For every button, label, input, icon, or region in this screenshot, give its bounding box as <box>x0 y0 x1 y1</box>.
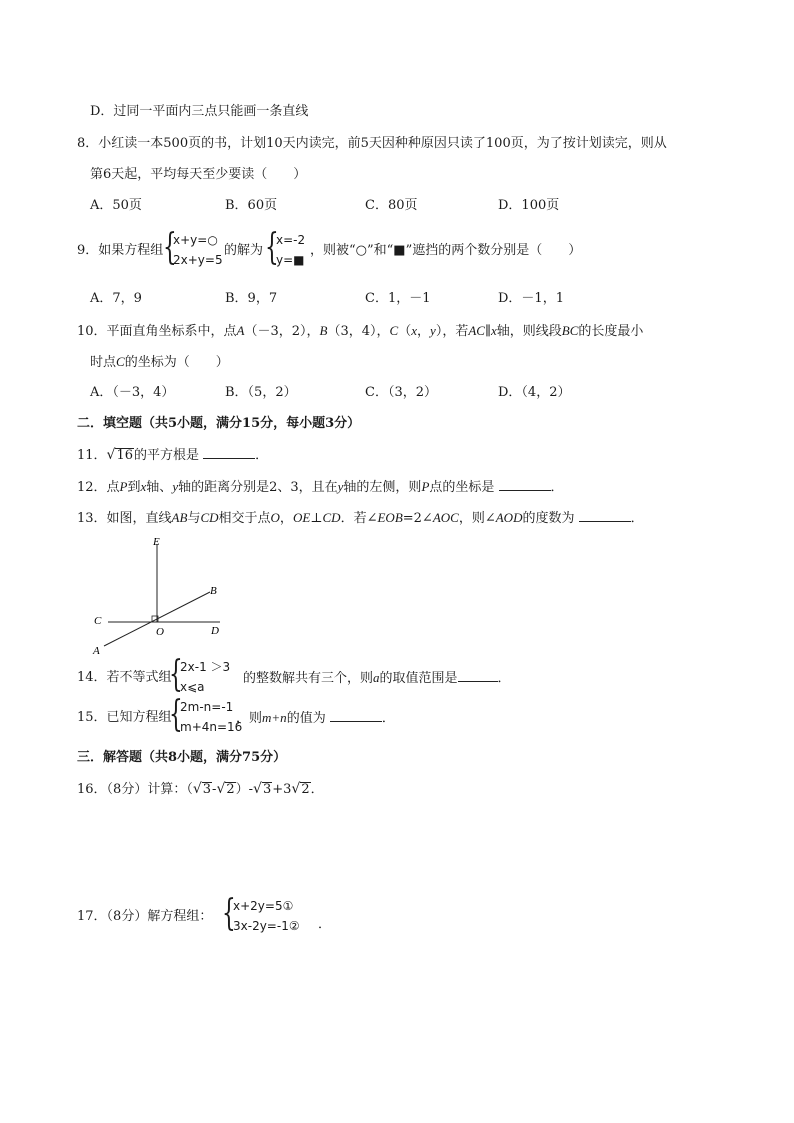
q10-option-d: D．（4，2） <box>498 385 571 400</box>
q9-option-a: A．7，9 <box>90 291 142 306</box>
q13-label: EOB <box>377 510 403 525</box>
q10-line1 <box>77 322 643 341</box>
sqrt-icon: √ <box>253 781 262 797</box>
q14-end: ． <box>497 671 511 686</box>
q14-prefix: 14．若不等式组 <box>77 670 172 685</box>
q12-var: y <box>172 479 179 494</box>
q12-text: 点的坐标是 <box>429 480 495 495</box>
q15-eq2: m+4n=16 <box>180 720 243 734</box>
q13-end: ． <box>630 511 644 526</box>
q13-label: AOD <box>495 510 523 525</box>
q10-axis-x: x <box>490 323 497 338</box>
q10-line2 <box>90 353 229 372</box>
q10-text: 的长度最小 <box>578 324 644 339</box>
q11-radicand: 16 <box>116 448 134 463</box>
q10-text: （ <box>398 324 412 339</box>
label-b: B <box>210 585 217 597</box>
q9-prefix: 9．如果方程组 <box>77 243 164 258</box>
q17-eq2: 3x-2y=-1② <box>233 919 300 933</box>
q10-text: ∥ <box>484 324 491 339</box>
q9-eq2: 2x+y=5 <box>173 253 223 267</box>
sqrt-icon: √ <box>291 781 301 797</box>
q15-answer-blank[interactable] <box>330 709 382 722</box>
q10-option-a: A．（－3，4） <box>90 385 175 400</box>
q12-point-p: P <box>119 479 128 494</box>
q10-option-c: C．（3，2） <box>365 385 437 400</box>
q14-brace: { <box>169 654 183 695</box>
q11 <box>77 446 268 465</box>
q15-system <box>180 697 242 737</box>
q10-text: （－3，2）， <box>244 324 320 339</box>
q15-end: ． <box>381 711 395 726</box>
q11-answer-blank[interactable] <box>203 446 255 459</box>
q12-text: 12．点 <box>77 480 120 495</box>
q12-var: x <box>140 479 147 494</box>
q14-eq1: 2x-1 ＞3 <box>180 660 231 674</box>
q13-label: CD <box>322 510 341 525</box>
q15-eq1: 2m-n=-1 <box>180 700 234 714</box>
q10-text: （3，4）， <box>327 324 390 339</box>
q10-text: ， <box>417 324 431 339</box>
q8-option-a: A．50页 <box>90 198 142 213</box>
q14-system <box>180 657 230 697</box>
q7-option-d: D．过同一平面内三点只能画一条直线 <box>90 104 309 119</box>
label-a: A <box>93 645 100 657</box>
q10-text: 的坐标为（ ） <box>124 355 229 370</box>
q13-label: CD <box>200 510 219 525</box>
sqrt-icon: √ <box>216 781 226 797</box>
q13 <box>77 509 644 528</box>
q17-brace: { <box>222 893 236 934</box>
q15-brace: { <box>169 694 183 735</box>
q14-var-a: a <box>373 670 380 685</box>
q9-solution <box>276 230 305 270</box>
q14-text: 的整数解共有三个，则 <box>243 671 374 686</box>
q9-option-b: B．9，7 <box>225 291 278 306</box>
q9-sol2: y=■ <box>276 253 305 267</box>
q17-system <box>233 896 300 936</box>
sqrt-icon: √ <box>106 447 116 463</box>
q10-option-b: B．（5，2） <box>225 385 297 400</box>
q13-label: O <box>270 510 280 525</box>
q16 <box>77 780 324 799</box>
q15-text: ，则 <box>236 711 263 726</box>
q13-label: AB <box>171 510 188 525</box>
q10-text: 10．平面直角坐标系中，点 <box>77 324 237 339</box>
q16-text: ）- <box>235 782 254 797</box>
q9-eq1: x+y=○ <box>173 233 218 247</box>
q8-line2: 第6天起，平均每天至少要读（ ） <box>90 167 307 182</box>
q10-segment-ac: AC <box>468 323 485 338</box>
q8-option-c: C．80页 <box>365 198 418 213</box>
q8-option-b: B．60页 <box>225 198 278 213</box>
q11-text: 的平方根是 <box>134 448 200 463</box>
q12 <box>77 478 564 497</box>
q12-text: 轴的左侧，则 <box>343 480 422 495</box>
q12-end: ． <box>550 480 564 495</box>
q10-text: 时点 <box>90 355 117 370</box>
q15-suffix <box>236 709 395 728</box>
q12-text: 轴的距离分别是2、3，且在 <box>178 480 338 495</box>
q9-option-d: D．－1，1 <box>498 291 564 306</box>
q14-answer-blank[interactable] <box>458 669 498 682</box>
q13-text: ．若∠ <box>340 511 378 526</box>
q17-eq1: x+2y=5① <box>233 899 294 913</box>
q13-label: OE <box>292 510 311 525</box>
q9-mid: 的解为 <box>224 243 264 258</box>
q10-var-y: y <box>430 323 436 338</box>
q10-point-c: C <box>116 354 125 369</box>
q11-end: ． <box>255 448 269 463</box>
q12-var: y <box>337 479 344 494</box>
section-3-heading: 三．解答题（共8小题，满分75分） <box>77 750 287 765</box>
q10-text: ），若 <box>435 324 469 339</box>
q13-text: 与 <box>187 511 201 526</box>
label-e: E <box>153 536 160 548</box>
q13-text: ， <box>279 511 293 526</box>
q13-text: =2∠ <box>402 511 433 526</box>
q8-line1: 8．小红读一本500页的书，计划10天内读完，前5天因种种原因只读了100页，为了按计划读完，则从 <box>77 136 667 151</box>
q10-point-b: B <box>319 323 328 338</box>
q16-text: 16．（8分）计算：（ <box>77 782 193 797</box>
q11-number: 11． <box>77 448 107 463</box>
q15-expr: m+n <box>262 710 287 725</box>
q10-text: 轴，则线段 <box>496 324 562 339</box>
q10-point-c: C <box>389 323 399 338</box>
q9-option-c: C．1，－1 <box>365 291 431 306</box>
q15-prefix: 15．已知方程组 <box>77 710 172 725</box>
q16-end: ． <box>310 782 324 797</box>
label-c: C <box>94 615 102 627</box>
q13-label: AOC <box>432 510 459 525</box>
q13-geometry-figure <box>90 532 240 660</box>
q8-option-d: D．100页 <box>498 198 560 213</box>
q9-sol1: x=-2 <box>276 233 306 247</box>
section-2-heading: 二．填空题（共5小题，满分15分，每小题3分） <box>77 416 361 431</box>
q13-text: ，则∠ <box>458 511 496 526</box>
q10-var-x: x <box>411 323 418 338</box>
q17-prefix: 17．（8分）解方程组： <box>77 909 213 924</box>
q16-radicand: 2 <box>301 782 310 797</box>
q9-suffix: ，则被“○”和“■”遮挡的两个数分别是（ ） <box>310 243 582 258</box>
q12-text: 轴、 <box>146 480 173 495</box>
q14-eq2: x⩽a <box>180 680 205 694</box>
q13-answer-blank[interactable] <box>579 509 631 522</box>
q13-text: ⊥ <box>310 511 323 526</box>
sqrt-icon: √ <box>192 781 202 797</box>
q9-sol-brace: { <box>265 227 279 268</box>
q16-radicand: 3 <box>262 782 272 797</box>
q13-text: 13．如图，直线 <box>77 511 172 526</box>
q13-text: 相交于点 <box>218 511 271 526</box>
q15-text: 的值为 <box>286 711 326 726</box>
q16-radicand: 3 <box>202 782 212 797</box>
q10-segment-bc: BC <box>561 323 579 338</box>
q12-answer-blank[interactable] <box>499 478 551 491</box>
q12-text: 到 <box>127 480 141 495</box>
q14-suffix <box>243 669 511 688</box>
q12-point-p: P <box>421 479 430 494</box>
q10-point-a: A <box>236 323 245 338</box>
q13-text: 的度数为 <box>522 511 575 526</box>
q16-text: - <box>212 782 217 797</box>
q16-radicand: 2 <box>226 782 235 797</box>
label-o: O <box>156 626 164 638</box>
label-d: D <box>211 625 219 637</box>
q14-text: 的取值范围是 <box>379 671 458 686</box>
q17-end: ． <box>318 917 332 932</box>
q9-system <box>173 230 223 270</box>
q16-text: +3 <box>272 782 292 797</box>
q9-brace: { <box>163 227 177 268</box>
